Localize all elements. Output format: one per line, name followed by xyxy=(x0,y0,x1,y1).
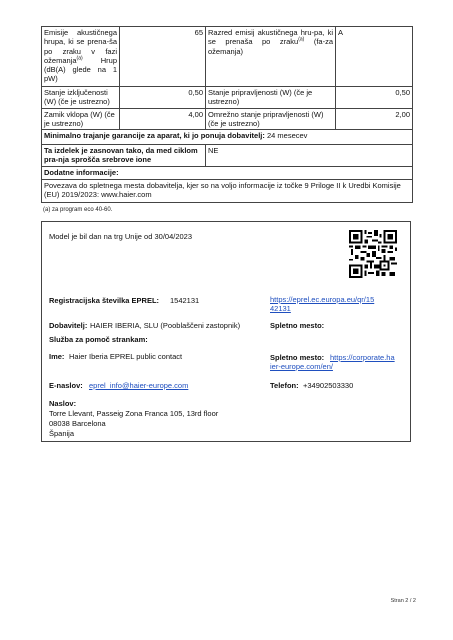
silver-ions-value: NE xyxy=(206,145,413,167)
name-value: Haier Iberia EPREL public contact xyxy=(69,352,183,361)
table-row xyxy=(42,145,413,167)
noise-class-label: Razred emisij akustičnega hru-pa, ki se prenaša po zraku$^{(a)}$ (fa-za ožemanja) xyxy=(206,27,336,87)
support-website-url-line2[interactable]: ier-europe.com/en/ xyxy=(270,362,333,371)
phone-label: Telefon: xyxy=(270,381,299,390)
model-info-box xyxy=(41,221,411,442)
warranty-value: 24 mesecev xyxy=(266,131,308,141)
networked-standby-value: 2,00 xyxy=(336,108,413,130)
email-label: E-naslov: xyxy=(49,381,83,390)
address-label: Naslov: xyxy=(49,399,77,408)
table-row xyxy=(42,108,413,130)
table-row xyxy=(42,130,413,145)
table-row xyxy=(42,179,413,202)
noise-emission-value: 65 xyxy=(120,27,206,87)
supplier-website-link[interactable]: www.haier.com xyxy=(101,190,152,200)
address-line-2: 08038 Barcelona xyxy=(49,419,106,428)
website-label: Spletno mesto: xyxy=(270,321,325,330)
phone-value: +34902503330 xyxy=(303,381,354,390)
eprel-url-line2[interactable]: 42131 xyxy=(270,304,291,313)
eprel-reg-value: 1542131 xyxy=(170,296,200,305)
warranty-label: Minimalno trajanje garancije za aparat, ki jo ponuja dobavitelj: xyxy=(44,131,265,141)
eprel-url-line1[interactable]: https://eprel.ec.europa.eu/qr/15 xyxy=(270,295,375,304)
qr-code-icon[interactable] xyxy=(349,230,397,278)
address-line-1: Torre Llevant, Passeig Zona Franca 105, 13rd floor xyxy=(49,409,219,418)
support-website-url-line1[interactable]: https://corporate.ha xyxy=(330,353,395,362)
eprel-reg-label: Registracijska številka EPREL: xyxy=(49,296,160,305)
name-label: Ime: xyxy=(49,352,65,361)
standby-label: Stanje pripravljenosti (W) (če je ustrezno) xyxy=(206,87,336,109)
market-date-text: Model je bil dan na trg Unije od 30/04/2023 xyxy=(49,232,193,241)
noise-emission-label: Emisije akustičnega hrupa, ki se prena-ša po zraku v fazi ožemanja$^{(a)}$ Hrup (dB(A) glede na 1 pW) xyxy=(42,27,120,87)
table-row xyxy=(42,166,413,179)
table-row xyxy=(42,27,413,87)
email-link[interactable]: eprel_info@haier-europe.com xyxy=(89,381,189,390)
address-line-3: Španija xyxy=(49,429,75,438)
support-heading: Služba za pomoč strankam: xyxy=(49,335,148,344)
networked-standby-label: Omrežno stanje pripravljenosti (W) (če je ustrezno) xyxy=(206,108,336,130)
off-mode-label: Stanje izključenosti (W) (če je ustrezno) xyxy=(42,87,120,109)
delay-start-label: Zamik vklopa (W) (če je ustrezno) xyxy=(42,108,120,130)
footnote: (a) za program eco 40-60. xyxy=(43,207,113,213)
supplier-value: HAIER IBERIA, SLU (Pooblaščeni zastopnik) xyxy=(90,321,241,330)
off-mode-value: 0,50 xyxy=(120,87,206,109)
page-number: Stran 2 / 2 xyxy=(390,598,416,604)
standby-value: 0,50 xyxy=(336,87,413,109)
spec-table xyxy=(41,26,413,203)
supplier-label: Dobavitelj: xyxy=(49,321,88,330)
additional-info-text: Povezava do spletnega mesta dobavitelja, kjer so na voljo informacije iz točke 9 Priloge II k Uredbi Komisije (EU) 2019/2023: www.haier.com xyxy=(42,179,413,202)
warranty-row xyxy=(42,130,413,145)
support-website-label: Spletno mesto: xyxy=(270,353,325,362)
table-row xyxy=(42,87,413,109)
noise-class-value: A xyxy=(336,27,413,87)
additional-info-label: Dodatne informacije: xyxy=(42,166,413,179)
delay-start-value: 4,00 xyxy=(120,108,206,130)
silver-ions-label: Ta izdelek je zasnovan tako, da med ciklom pra-nja sprošča srebrove ione xyxy=(42,145,206,167)
